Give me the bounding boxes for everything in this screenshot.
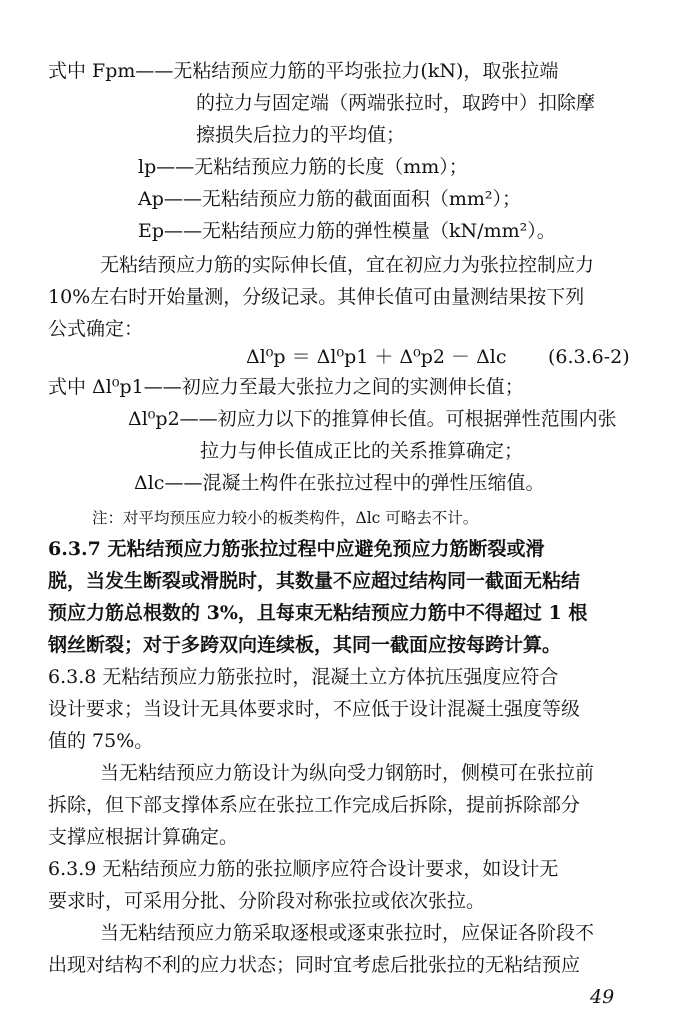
- page-number: 49: [590, 986, 615, 1008]
- text-line: 设计要求；当设计无具体要求时，不应低于设计混凝土强度等级: [48, 698, 581, 720]
- text-line: 公式确定：: [48, 318, 144, 340]
- text-line: 擦损失后拉力的平均值；: [196, 124, 406, 146]
- text-line: lp——无粘结预应力筋的长度（mm）；: [138, 156, 468, 178]
- text-line: (6.3.6-2): [548, 346, 630, 368]
- text-line: 6.3.8 无粘结预应力筋张拉时，混凝土立方体抗压强度应符合: [48, 666, 559, 688]
- text-line: 10%左右时开始量测，分级记录。其伸长值可由量测结果按下列: [48, 286, 585, 308]
- text-line: 当无粘结预应力筋采取逐根或逐束张拉时，应保证各阶段不: [100, 922, 595, 944]
- text-line: 要求时，可采用分批、分阶段对称张拉或依次张拉。: [48, 890, 486, 912]
- text-line: 值的 75%。: [48, 730, 154, 752]
- text-line: 支撑应根据计算确定。: [48, 826, 239, 848]
- text-line: 式中 Δl⁰p1——初应力至最大张拉力之间的实测伸长值；: [48, 376, 524, 398]
- text-line: 式中 Fpm——无粘结预应力筋的平均张拉力(kN)，取张拉端: [48, 60, 559, 82]
- text-line: 钢丝断裂；对于多跨双向连续板，其同一截面应按每跨计算。: [48, 634, 562, 656]
- note-line: 注：对平均预压应力较小的板类构件，Δlc 可略去不计。: [92, 509, 479, 527]
- text-line: 出现对结构不利的应力状态；同时宜考虑后批张拉的无粘结预应: [48, 954, 581, 976]
- text-line: Δlc——混凝土构件在张拉过程中的弹性压缩值。: [134, 472, 545, 494]
- text-line: Δl⁰p ＝ Δl⁰p1 ＋ Δ⁰p2 － Δlc: [246, 346, 507, 368]
- text-line: Ap——无粘结预应力筋的截面面积（mm²）；: [138, 188, 522, 210]
- text-line: 拆除，但下部支撑体系应在张拉工作完成后拆除，提前拆除部分: [48, 794, 581, 816]
- text-line: 当无粘结预应力筋设计为纵向受力钢筋时，侧模可在张拉前: [100, 762, 595, 784]
- text-line: Ep——无粘结预应力筋的弹性模量（kN/mm²）。: [138, 220, 556, 242]
- text-line: 脱，当发生断裂或滑脱时，其数量不应超过结构同一截面无粘结: [48, 570, 581, 592]
- text-line: 的拉力与固定端（两端张拉时，取跨中）扣除摩: [196, 92, 596, 114]
- text-line: 6.3.7 无粘结预应力筋张拉过程中应避免预应力筋断裂或滑: [48, 538, 545, 560]
- text-line: Δl⁰p2——初应力以下的推算伸长值。可根据弹性范围内张: [128, 408, 617, 430]
- text-line: 预应力筋总根数的 3%，且每束无粘结预应力筋中不得超过 1 根: [48, 602, 588, 624]
- text-line: 6.3.9 无粘结预应力筋的张拉顺序应符合设计要求，如设计无: [48, 858, 559, 880]
- text-line: 拉力与伸长值成正比的关系推算确定；: [200, 440, 524, 462]
- text-line: 无粘结预应力筋的实际伸长值，宜在初应力为张拉控制应力: [100, 254, 595, 276]
